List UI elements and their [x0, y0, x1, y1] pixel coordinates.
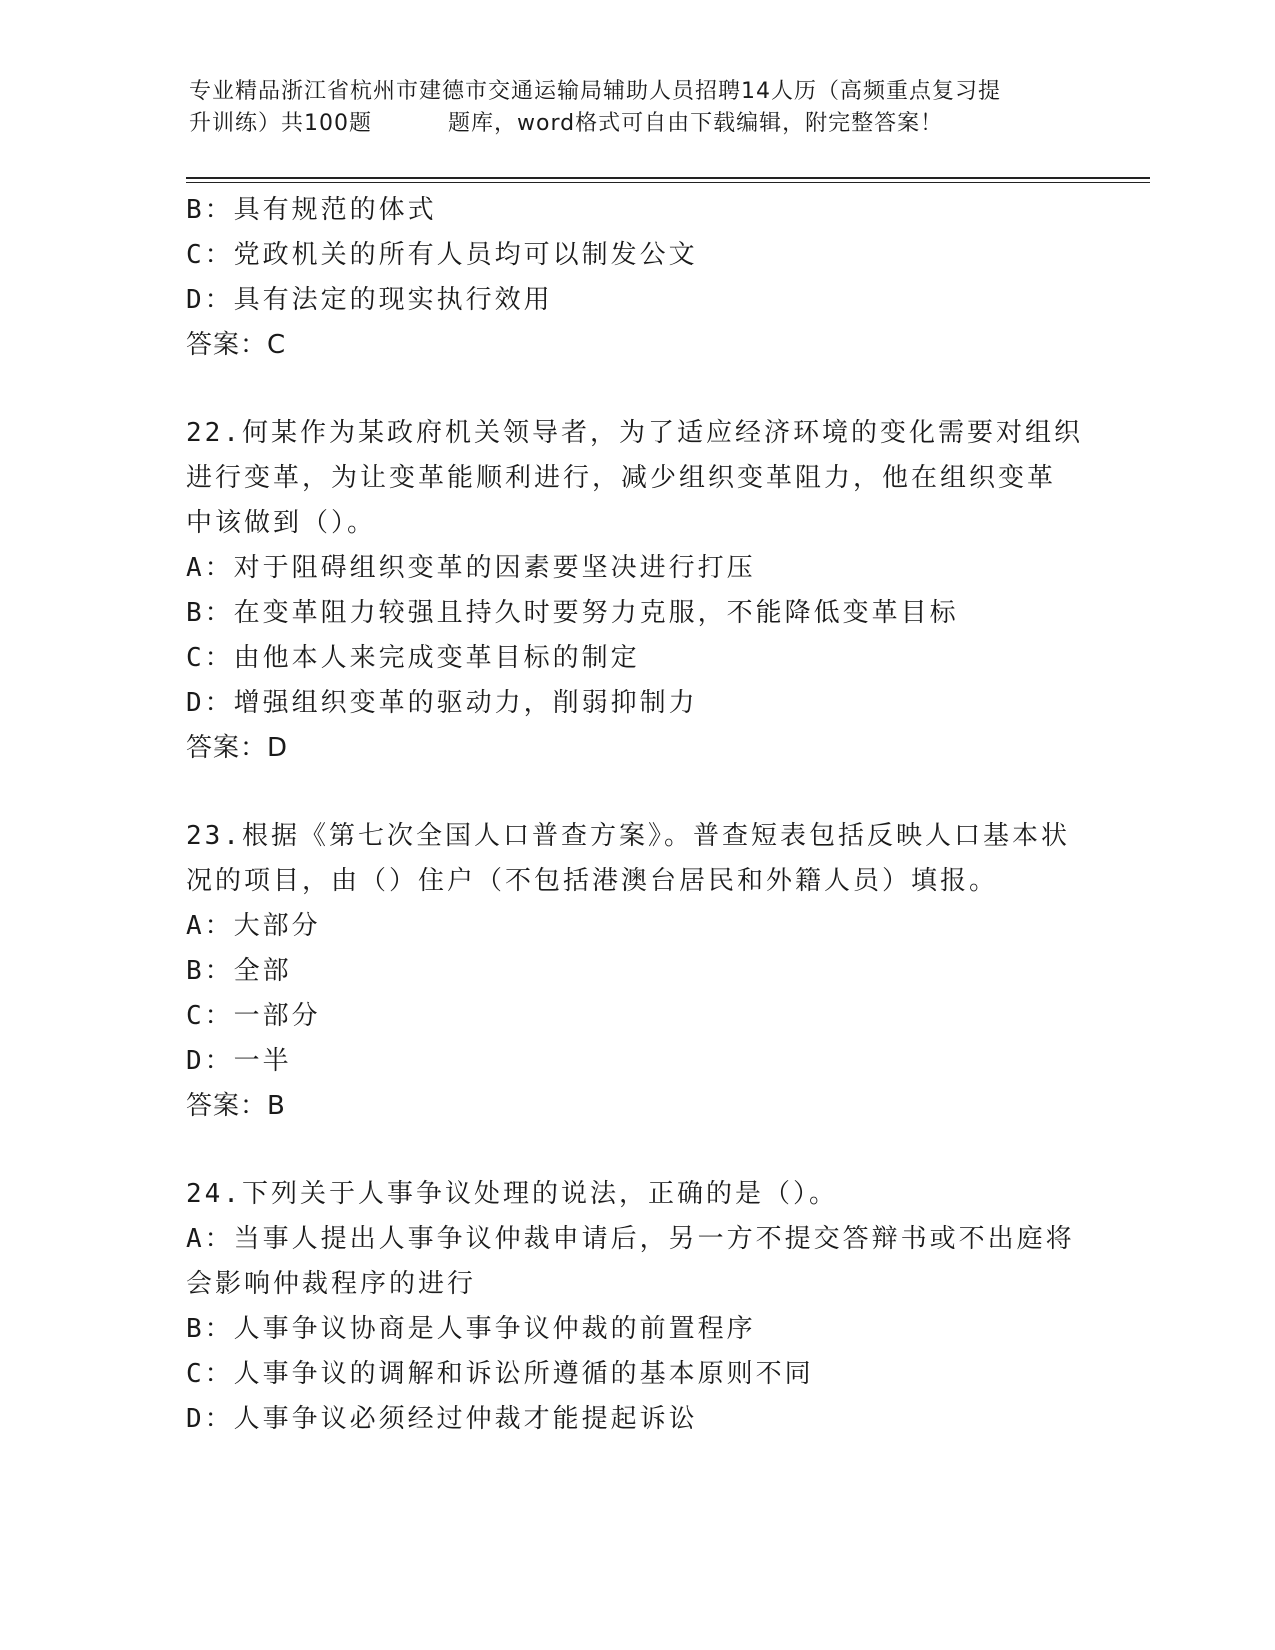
option-d: D：一半: [186, 1046, 292, 1076]
option-a: A：当事人提出人事争议仲裁申请后，另一方不提交答辩书或不出庭将: [186, 1224, 1075, 1254]
option-d: D：具有法定的现实执行效用: [186, 285, 553, 315]
question-21: [186, 188, 1086, 368]
header-rule-thin: [186, 182, 1150, 183]
header-line-2a: 升训练）共100题: [189, 111, 372, 136]
header-line-2: [189, 108, 1069, 140]
document-body: [186, 188, 1086, 1442]
header-line-1: 专业精品浙江省杭州市建德市交通运输局辅助人员招聘14人历（高频重点复习提: [189, 79, 1001, 104]
answer: 答案：C: [186, 330, 287, 360]
answer: 答案：B: [186, 1091, 286, 1121]
page-header: [189, 76, 1069, 140]
question-24: [186, 1172, 1086, 1442]
option-c: C：由他本人来完成变革目标的制定: [186, 643, 640, 673]
option-c: C：一部分: [186, 1001, 321, 1031]
option-c: C：人事争议的调解和诉讼所遵循的基本原则不同: [186, 1359, 814, 1389]
question-stem: 进行变革，为让变革能顺利进行，减少组织变革阻力，他在组织变革: [186, 463, 1057, 493]
question-stem: 22.何某作为某政府机关领导者，为了适应经济环境的变化需要对组织: [186, 418, 1083, 448]
answer: 答案：D: [186, 733, 289, 763]
option-d: D：人事争议必须经过仲裁才能提起诉讼: [186, 1404, 698, 1434]
option-b: B：在变革阻力较强且持久时要努力克服，不能降低变革目标: [186, 598, 959, 628]
question-stem: 中该做到（）。: [186, 508, 377, 538]
option-c: C：党政机关的所有人员均可以制发公文: [186, 240, 698, 270]
option-a-continued: 会影响仲裁程序的进行: [186, 1269, 477, 1299]
question-22: [186, 411, 1086, 771]
option-b: B：全部: [186, 956, 292, 986]
option-b: B：具有规范的体式: [186, 195, 437, 225]
question-23: [186, 814, 1086, 1129]
question-stem: 24.下列关于人事争议处理的说法，正确的是（）。: [186, 1179, 838, 1209]
header-rule-thick: [186, 177, 1150, 179]
option-b: B：人事争议协商是人事争议仲裁的前置程序: [186, 1314, 756, 1344]
question-stem: 况的项目，由（）住户（不包括港澳台居民和外籍人员）填报。: [186, 866, 999, 896]
question-stem: 23.根据《第七次全国人口普查方案》。普查短表包括反映人口基本状: [186, 821, 1070, 851]
header-line-2b: 题库，word格式可自由下载编辑，附完整答案！: [448, 111, 944, 136]
option-a: A：对于阻碍组织变革的因素要坚决进行打压: [186, 553, 756, 583]
option-d: D：增强组织变革的驱动力，削弱抑制力: [186, 688, 698, 718]
option-a: A：大部分: [186, 911, 321, 941]
